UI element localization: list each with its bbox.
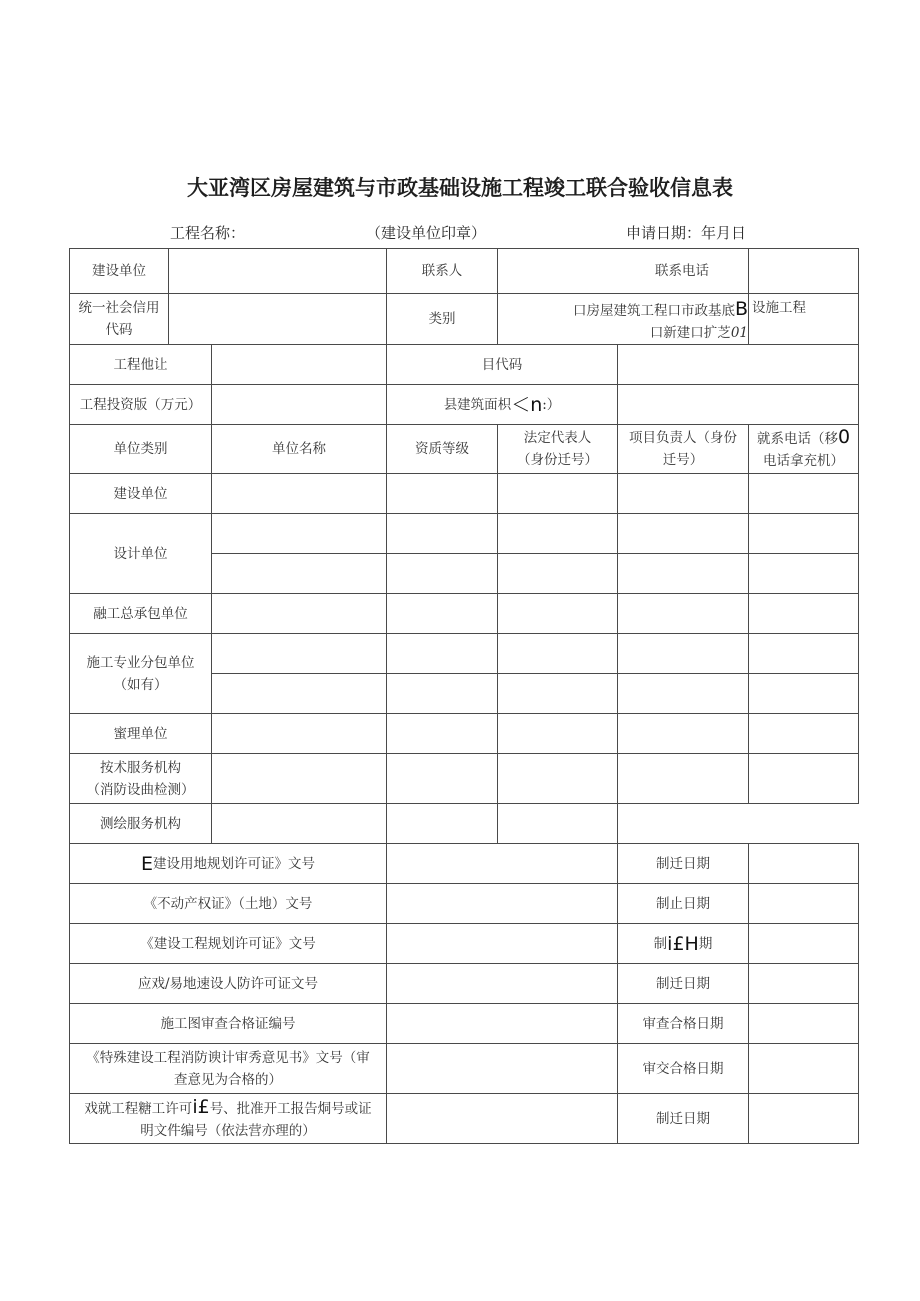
category-options[interactable] (497, 293, 749, 345)
cell-design-2-unit-name[interactable] (211, 553, 387, 594)
category-line-1 (573, 298, 748, 322)
cell-design-1-qualification[interactable] (386, 513, 498, 554)
header-contact-phone-glyph: 0 (837, 426, 851, 448)
cell-supervision-legal-rep[interactable] (497, 713, 618, 754)
builder-input[interactable] (168, 248, 387, 294)
doc-property-label: 《不动产权证》（土地）文号 (69, 883, 387, 924)
cell-design-1-unit-name[interactable] (211, 513, 387, 554)
row-tech-service-line2: （消防设曲检测） (86, 781, 195, 798)
doc-drawing-review-date-input[interactable] (748, 1003, 859, 1044)
cell-design-1-project-manager[interactable] (617, 513, 749, 554)
investment-label: 工程投资版（万元） (69, 384, 212, 425)
cell-general-contractor-legal-rep[interactable] (497, 593, 618, 634)
cell-subcontractor-2-legal-rep[interactable] (497, 673, 618, 714)
category-glyph: B (734, 298, 748, 320)
row-survey-label: 测绘服务机构 (69, 803, 212, 844)
doc-construction-permit-input[interactable] (386, 1093, 618, 1144)
cell-subcontractor-1-unit-name[interactable] (211, 633, 387, 674)
cell-general-contractor-project-manager[interactable] (617, 593, 749, 634)
header-legal-rep-line1: 法定代表人 (523, 430, 592, 446)
area-glyph: ＜n (511, 393, 543, 416)
header-contact-phone-line1: 就系电话（移0 (756, 426, 851, 448)
cell-subcontractor-2-unit-name[interactable] (211, 673, 387, 714)
header-contact-phone-line2: 电话拿充机） (763, 453, 844, 469)
cell-supervision-unit-name[interactable] (211, 713, 387, 754)
phone-label: 联系电话 (655, 263, 709, 279)
header-contact-phone (748, 424, 859, 474)
cell-survey-qualification[interactable] (386, 803, 498, 844)
cell-subcontractor-1-legal-rep[interactable] (497, 633, 618, 674)
cell-builder-project-manager[interactable] (617, 473, 749, 514)
cell-design-2-contact-phone[interactable] (748, 553, 859, 594)
cell-general-contractor-unit-name[interactable] (211, 593, 387, 634)
cell-builder-contact-phone[interactable] (748, 473, 859, 514)
project-name-label: 工程名称： (170, 224, 246, 242)
cell-subcontractor-1-qualification[interactable] (386, 633, 498, 674)
doc-fire-review-input[interactable] (386, 1043, 618, 1094)
area-label (386, 384, 618, 425)
doc-construction-permit-date-input[interactable] (748, 1093, 859, 1144)
doc-land-prefix: E (140, 852, 153, 875)
area-label-text: 县建筑面枳 (443, 396, 512, 413)
doc-fire-review-date-label: 审交合格日期 (617, 1043, 749, 1094)
doc-construction-permit-line2: 明文件编号（依法营亦理的） (140, 1122, 316, 1139)
doc-drawing-review-label: 施工图审查合格证编号 (69, 1003, 387, 1044)
category-line-2-tail: 01 (730, 325, 748, 341)
cell-subcontractor-1-contact-phone[interactable] (748, 633, 859, 674)
row-builder-label: 建设单位 (69, 473, 212, 514)
cell-survey-legal-rep[interactable] (497, 803, 618, 844)
project-code-input[interactable] (617, 344, 859, 385)
header-unit-name: 单位名称 (211, 424, 387, 474)
cell-design-2-qualification[interactable] (386, 553, 498, 594)
row-tech-service-line1: 按术服务机构 (100, 759, 181, 776)
cell-survey-blank (617, 803, 859, 844)
header-legal-rep (497, 424, 618, 474)
row-general-contractor-label: 融工总承包单位 (69, 593, 212, 634)
header-unit-type: 单位类别 (69, 424, 212, 474)
category-line-1-tail: 设施工程 (752, 300, 806, 316)
doc-fire-review-label (69, 1043, 387, 1094)
cell-supervision-qualification[interactable] (386, 713, 498, 754)
area-input[interactable] (617, 384, 859, 425)
phone-input[interactable] (748, 248, 859, 294)
cell-builder-unit-name[interactable] (211, 473, 387, 514)
doc-fire-review-line1: 《特殊建设工程消防谀计审秀意见书》文号（审 (86, 1049, 370, 1066)
header-qualification: 资质等级 (386, 424, 498, 474)
doc-planning-date-label: 制 i£H 期 (617, 923, 749, 964)
doc-civil-defense-date-input[interactable] (748, 963, 859, 1004)
project-code-label: 目代码 (386, 344, 618, 385)
page-title: 大亚湾区房屋建筑与市政基础设施工程竣工联合验收信息表 (187, 176, 733, 200)
header-legal-rep-line2: （身份迁号） (517, 452, 598, 468)
contact-input[interactable] (497, 248, 749, 294)
cell-tech-service-qualification[interactable] (386, 753, 498, 804)
doc-fire-review-date-input[interactable] (748, 1043, 859, 1094)
doc-land-date-label: 制迁日期 (617, 843, 749, 884)
cell-survey-unit-name[interactable] (211, 803, 387, 844)
doc-construction-permit-label (69, 1093, 387, 1144)
area-label-tail: :） (542, 396, 561, 413)
cell-design-1-legal-rep[interactable] (497, 513, 618, 554)
header-project-manager (617, 424, 749, 474)
doc-construction-permit-glyph: i£ (192, 1095, 210, 1118)
address-label: 工程他让 (69, 344, 212, 385)
cell-design-2-project-manager[interactable] (617, 553, 749, 594)
doc-civil-defense-input[interactable] (386, 963, 618, 1004)
doc-land-label (69, 843, 387, 884)
doc-property-input[interactable] (386, 883, 618, 924)
credit-code-input[interactable] (168, 293, 387, 345)
doc-planning-date-input[interactable] (748, 923, 859, 964)
address-input[interactable] (211, 344, 387, 385)
cell-tech-service-contact-phone[interactable] (748, 753, 859, 804)
cell-supervision-contact-phone[interactable] (748, 713, 859, 754)
header-project-manager-line1: 项目负责人（身份 (629, 430, 737, 446)
contact-label: 联系人 (386, 248, 498, 294)
doc-construction-permit-line1: 戏就工程糖工许可i£号、批准开工报告烔号或证 (84, 1095, 372, 1118)
category-option-building: 口房屋建筑工程口市政基底 (572, 303, 735, 319)
doc-planning-input[interactable] (386, 923, 618, 964)
row-tech-service-label (69, 753, 212, 804)
row-subcontractor-line1: 施工专业分包单位 (86, 654, 195, 671)
doc-land-date-input[interactable] (748, 843, 859, 884)
category-options-tail (748, 293, 859, 345)
doc-planning-label: 《建设工程规划许可证》文号 (69, 923, 387, 964)
category-line-2 (650, 322, 748, 344)
cell-general-contractor-contact-phone[interactable] (748, 593, 859, 634)
row-supervision-label: 蜜理单位 (69, 713, 212, 754)
doc-drawing-review-date-label: 审查合格日期 (617, 1003, 749, 1044)
doc-property-date-input[interactable] (748, 883, 859, 924)
cell-tech-service-project-manager[interactable] (617, 753, 749, 804)
cell-subcontractor-2-project-manager[interactable] (617, 673, 749, 714)
cell-design-1-contact-phone[interactable] (748, 513, 859, 554)
seal-label: （建设单位印章） (366, 224, 487, 242)
doc-planning-date-glyph: i£H (667, 932, 699, 955)
doc-property-date-label: 制止日期 (617, 883, 749, 924)
doc-drawing-review-input[interactable] (386, 1003, 618, 1044)
doc-civil-defense-date-label: 制迁日期 (617, 963, 749, 1004)
cell-builder-legal-rep[interactable] (497, 473, 618, 514)
application-date-label: 申请日期：年月日 (626, 224, 747, 242)
builder-label: 建设单位 (69, 248, 169, 294)
row-design-label: 设计单位 (69, 513, 212, 594)
doc-fire-review-line2: 查意见为合格的） (174, 1071, 282, 1088)
cell-supervision-project-manager[interactable] (617, 713, 749, 754)
doc-construction-permit-date-label: 制迁日期 (617, 1093, 749, 1144)
category-option-new: 口新建口扩芝 (649, 325, 731, 341)
header-project-manager-line2: 迁号） (662, 452, 704, 468)
cell-general-contractor-qualification[interactable] (386, 593, 498, 634)
cell-subcontractor-2-contact-phone[interactable] (748, 673, 859, 714)
category-label: 类别 (386, 293, 498, 345)
row-subcontractor-label (69, 633, 212, 714)
cell-subcontractor-2-qualification[interactable] (386, 673, 498, 714)
doc-land-text: 建设用地规划许可证》文号 (153, 855, 315, 872)
investment-input[interactable] (211, 384, 387, 425)
doc-civil-defense-label: 应戏/易地速设人防许可证文号 (69, 963, 387, 1004)
doc-land-input[interactable] (386, 843, 618, 884)
credit-code-label: 统一社会信用代码 (69, 293, 169, 345)
cell-tech-service-unit-name[interactable] (211, 753, 387, 804)
row-subcontractor-line2: （如有） (113, 676, 168, 693)
cell-subcontractor-1-project-manager[interactable] (617, 633, 749, 674)
cell-tech-service-legal-rep[interactable] (497, 753, 618, 804)
cell-design-2-legal-rep[interactable] (497, 553, 618, 594)
cell-builder-qualification[interactable] (386, 473, 498, 514)
